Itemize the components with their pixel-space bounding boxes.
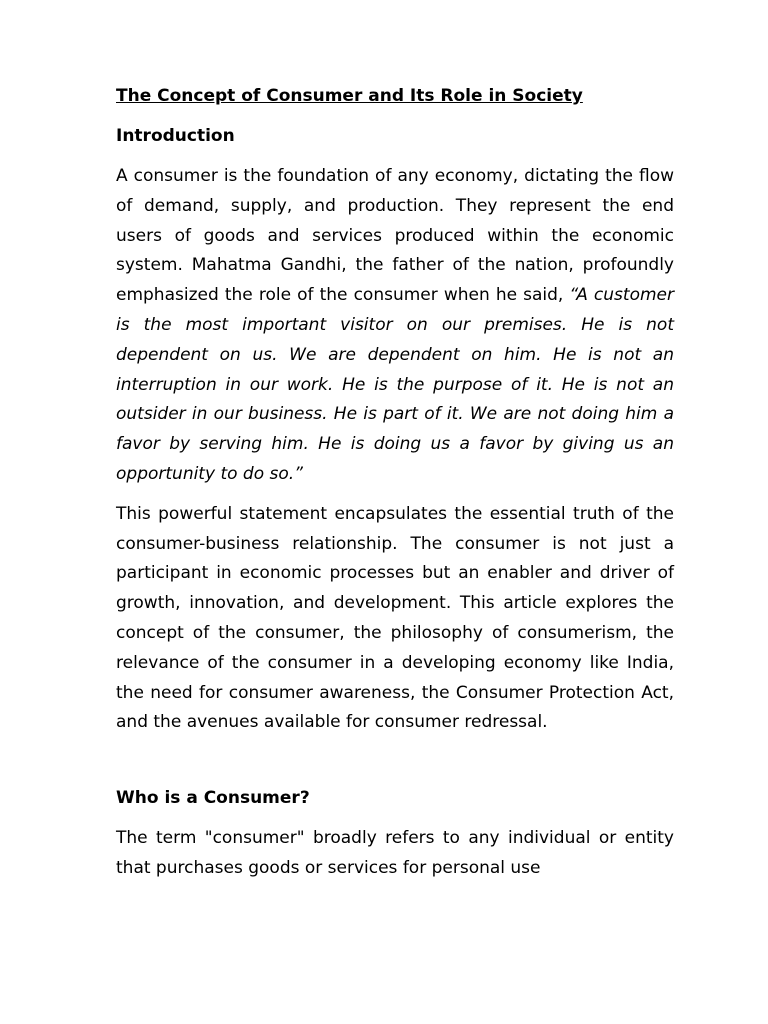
section-heading-who-is-consumer: Who is a Consumer? <box>116 788 310 809</box>
document-title: The Concept of Consumer and Its Role in Society <box>116 86 583 106</box>
introduction-paragraph-1-text: A consumer is the foundation of any economy, dictating the flow of demand, supply, and production. They represent the end users of goods and services produced within the economic system. Mahatma Gandhi, the father of the nation, profoundly emphasized the role of the consumer when he said, <box>116 166 674 306</box>
introduction-paragraph-2: This powerful statement encapsulates the essential truth of the consumer-business relationship. The consumer is not just a participant in economic processes but an enabler and driver of growth, innovation, and development. This article explores the concept of the consumer, the philosophy of consumerism, the relevance of the consumer in a developing economy like India, the need for consumer awareness, the Consumer Protection Act, and the avenues available for consumer redressal. <box>116 503 674 733</box>
section-heading-introduction: Introduction <box>116 126 235 146</box>
introduction-paragraph-1 <box>116 162 674 490</box>
gandhi-quote: “A customer is the most important visitor on our premises. He is not dependent on us. We are dependent on him. He is not an interruption in our work. He is the purpose of it. He is not an outsider in our business. He is part of it. We are not doing him a favor by serving him. He is doing us a favor by giving us an opportunity to do so.” <box>116 285 674 484</box>
document-page <box>116 84 674 894</box>
who-is-consumer-paragraph-1: The term "consumer" broadly refers to any individual or entity that purchases goods or services for personal use <box>116 828 674 878</box>
section-spacer <box>116 748 674 786</box>
